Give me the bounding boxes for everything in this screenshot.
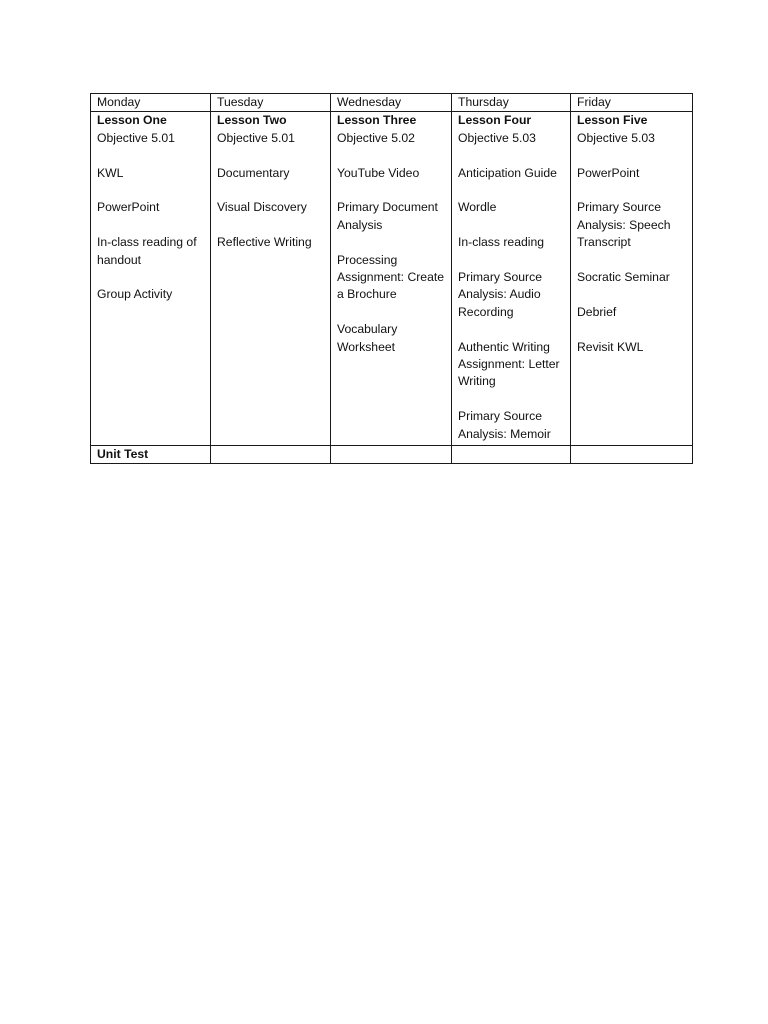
empty-cell <box>331 446 452 464</box>
lesson-cell <box>91 112 211 446</box>
lesson-activity: Vocabulary Worksheet <box>337 322 398 354</box>
day-header-tuesday: Tuesday <box>211 94 331 112</box>
lesson-activity: Primary Source Analysis: Speech Transcript <box>577 200 671 250</box>
unit-test-row <box>91 446 693 464</box>
lesson-activity: In-class reading <box>458 235 545 250</box>
lesson-activity: Anticipation Guide <box>458 165 557 180</box>
lesson-schedule-table <box>90 93 693 464</box>
lesson-activity: Revisit KWL <box>577 339 644 354</box>
lesson-activity: Debrief <box>577 304 617 319</box>
empty-cell <box>571 446 693 464</box>
lesson-title: Lesson Three <box>337 113 417 128</box>
lesson-objective: Objective 5.03 <box>577 130 655 145</box>
lesson-title: Lesson Four <box>458 113 532 128</box>
lesson-activity: Primary Source Analysis: Memoir <box>458 409 551 441</box>
day-header-row <box>91 94 693 112</box>
lesson-activity: Primary Document Analysis <box>337 200 438 232</box>
lesson-activity: Documentary <box>217 165 290 180</box>
lesson-activity: Wordle <box>458 200 497 215</box>
lesson-activity: Socratic Seminar <box>577 270 670 285</box>
day-header-thursday: Thursday <box>452 94 571 112</box>
lesson-cell <box>452 112 571 446</box>
lesson-activity: KWL <box>97 165 124 180</box>
lesson-objective: Objective 5.01 <box>217 130 295 145</box>
lesson-activity: Reflective Writing <box>217 235 312 250</box>
lesson-cell <box>211 112 331 446</box>
lesson-activity: PowerPoint <box>577 165 640 180</box>
lesson-activity: Group Activity <box>97 287 173 302</box>
lesson-activity: Processing Assignment: Create a Brochure <box>337 252 445 302</box>
lesson-objective: Objective 5.03 <box>458 130 536 145</box>
lesson-activity: PowerPoint <box>97 200 160 215</box>
lesson-activity: YouTube Video <box>337 165 420 180</box>
day-header-monday: Monday <box>91 94 211 112</box>
empty-cell <box>211 446 331 464</box>
lesson-cell <box>331 112 452 446</box>
lesson-activity: Visual Discovery <box>217 200 307 215</box>
day-header-friday: Friday <box>571 94 693 112</box>
lesson-objective: Objective 5.01 <box>97 130 175 145</box>
unit-test-cell: Unit Test <box>91 446 211 464</box>
lesson-title: Lesson One <box>97 113 167 128</box>
lesson-objective: Objective 5.02 <box>337 130 415 145</box>
lesson-row <box>91 112 693 446</box>
lesson-activity: Authentic Writing Assignment: Letter Writing <box>458 339 560 389</box>
lesson-title: Lesson Five <box>577 113 648 128</box>
lesson-activity: In-class reading of handout <box>97 235 197 267</box>
day-header-wednesday: Wednesday <box>331 94 452 112</box>
empty-cell <box>452 446 571 464</box>
lesson-cell <box>571 112 693 446</box>
lesson-title: Lesson Two <box>217 113 287 128</box>
lesson-activity: Primary Source Analysis: Audio Recording <box>458 270 542 319</box>
